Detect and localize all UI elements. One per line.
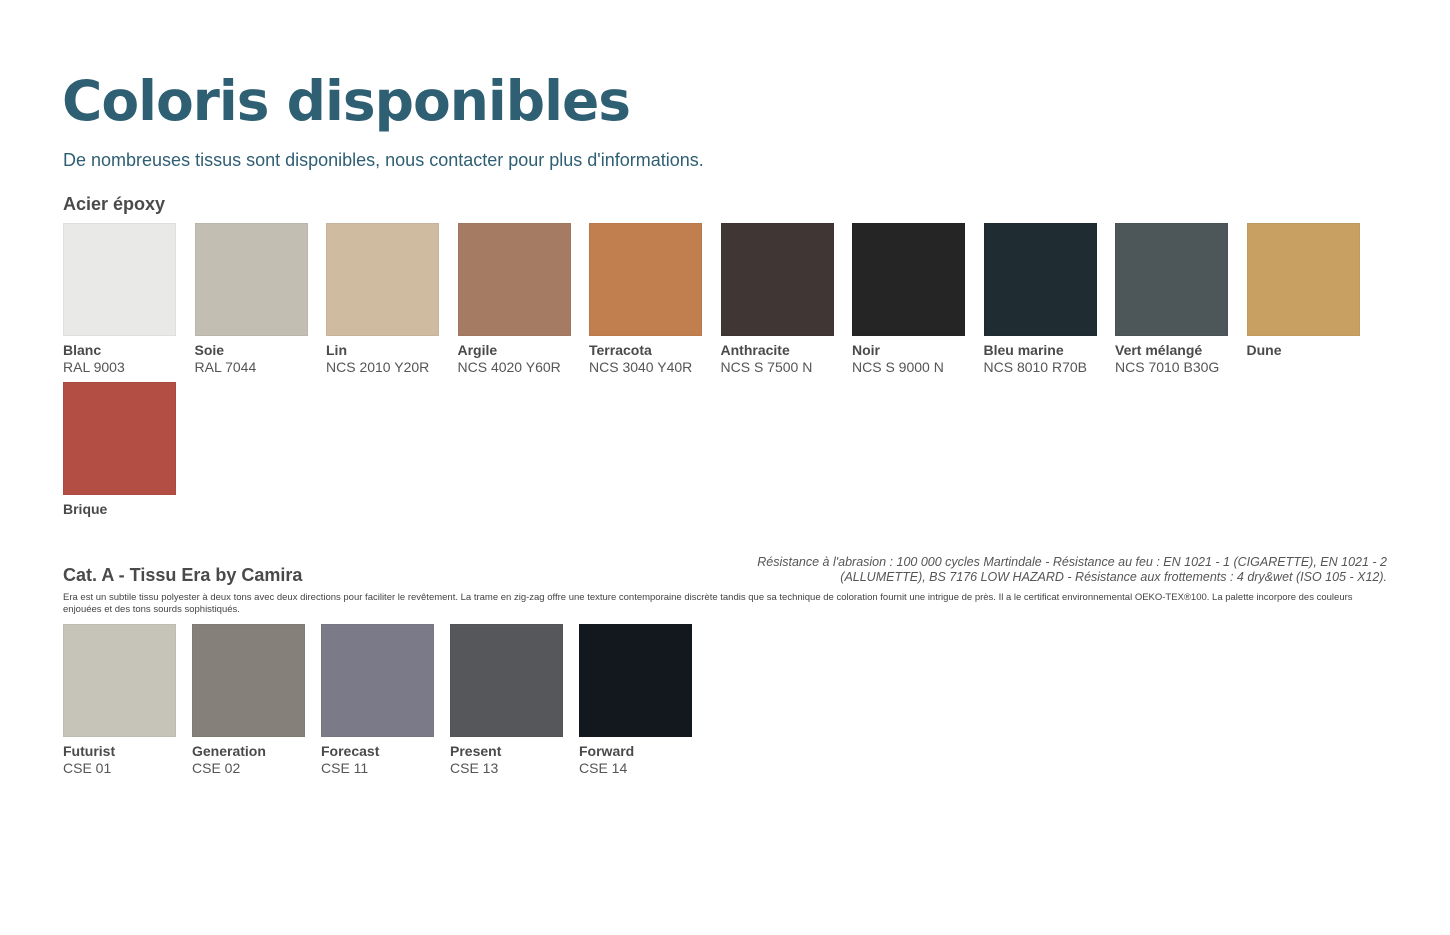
color-swatch (195, 223, 308, 376)
swatch-code: NCS 7010 B30G (1115, 359, 1220, 375)
swatch-name: Generation (192, 743, 266, 759)
swatch-color-sample (450, 624, 563, 737)
color-swatch (1115, 223, 1228, 376)
swatch-code: CSE 14 (579, 760, 628, 776)
swatch-code: RAL 9003 (63, 359, 125, 375)
swatch-color-sample (63, 382, 176, 495)
swatch-color-sample (63, 624, 176, 737)
swatch-color-sample (326, 223, 439, 336)
steel-section-heading: Acier époxy (63, 194, 166, 214)
fabric-section-heading: Cat. A - Tissu Era by Camira (63, 565, 303, 585)
color-swatch (852, 223, 965, 376)
swatch-code: CSE 13 (450, 760, 499, 776)
color-swatch (450, 624, 563, 777)
swatch-name: Anthracite (720, 342, 790, 358)
color-swatch (63, 624, 176, 777)
swatch-name: Forward (579, 743, 635, 759)
color-swatch (458, 223, 571, 376)
color-swatch (63, 223, 176, 376)
swatch-name: Argile (457, 342, 498, 358)
steel-swatch-grid (63, 223, 1360, 518)
swatch-code: NCS 4020 Y60R (457, 359, 561, 375)
fabric-specs: Résistance à l'abrasion : 100 000 cycles Martindale - Résistance au feu : EN 1021 - 1 (CIGARETTE), EN 1021 - 2 (ALLUMETTE), BS 7176 LOW HAZARD - Résistance aux frottements : 4 dry&wet (ISO 105 - X12). (757, 555, 1387, 584)
swatch-code: NCS 3040 Y40R (589, 359, 693, 375)
color-swatch (1247, 223, 1360, 376)
swatch-code: RAL 7044 (194, 359, 257, 375)
swatch-color-sample (63, 223, 176, 336)
swatch-code: NCS S 7500 N (720, 359, 813, 375)
fabric-swatch-grid (63, 624, 692, 777)
color-swatch (579, 624, 692, 777)
swatch-code: NCS S 9000 N (852, 359, 944, 375)
swatch-color-sample (1247, 223, 1360, 336)
swatch-name: Terracota (589, 342, 652, 358)
swatch-code: CSE 02 (192, 760, 241, 776)
swatch-color-sample (458, 223, 571, 336)
swatch-code: NCS 2010 Y20R (326, 359, 430, 375)
swatch-name: Noir (852, 342, 880, 358)
swatch-name: Dune (1246, 342, 1282, 358)
color-swatch (984, 223, 1097, 376)
color-swatch (63, 382, 176, 518)
swatch-color-sample (321, 624, 434, 737)
swatch-code: NCS 8010 R70B (983, 359, 1088, 375)
page-title: Coloris disponibles (62, 69, 631, 133)
swatch-name: Futurist (63, 743, 116, 759)
fabric-description: Era est un subtile tissu polyester à deux tons avec deux directions pour faciliter le revêtement. La trame en zig-zag offre une texture contemporaine discrète tandis que sa technique de coloration fournit une intrigue de près. Il a le certificat environnemental OEKO-TEX®100. La palette incorpore des couleurs enjouées et des tons sourds sophistiqués. (63, 592, 1353, 615)
swatch-code: CSE 11 (321, 760, 369, 776)
color-swatch (192, 624, 305, 777)
swatch-color-sample (192, 624, 305, 737)
color-swatch (321, 624, 434, 777)
swatch-name: Soie (194, 342, 225, 358)
color-swatch (326, 223, 439, 376)
swatch-name: Brique (63, 501, 108, 517)
swatch-color-sample (195, 223, 308, 336)
swatch-color-sample (984, 223, 1097, 336)
swatch-color-sample (721, 223, 834, 336)
color-swatch (721, 223, 834, 376)
swatch-name: Vert mélangé (1115, 342, 1203, 358)
swatch-color-sample (1115, 223, 1228, 336)
swatch-name: Lin (326, 342, 347, 358)
color-swatch (589, 223, 702, 376)
swatch-color-sample (579, 624, 692, 737)
swatch-name: Forecast (321, 743, 380, 759)
swatch-name: Blanc (63, 342, 102, 358)
swatch-color-sample (852, 223, 965, 336)
swatch-name: Present (450, 743, 502, 759)
swatch-name: Bleu marine (983, 342, 1064, 358)
page-subtitle: De nombreuses tissus sont disponibles, nous contacter pour plus d'informations. (63, 150, 704, 170)
swatch-code: CSE 01 (63, 760, 112, 776)
swatch-color-sample (589, 223, 702, 336)
